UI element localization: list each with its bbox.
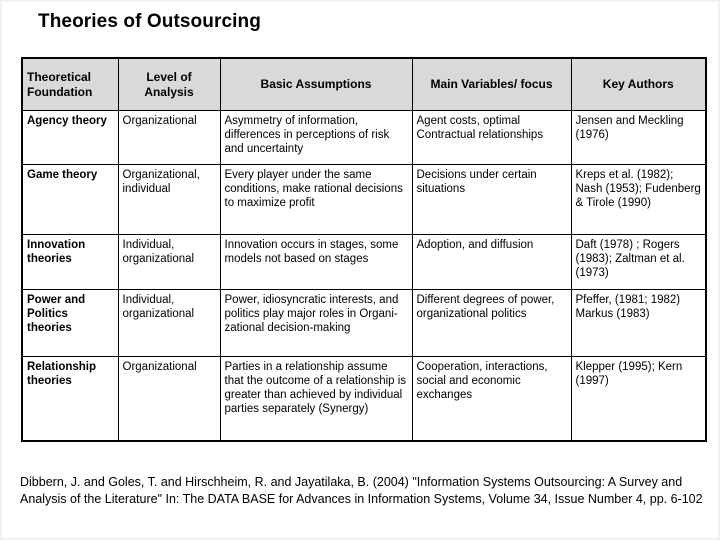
table-cell: Individual, organizational [118,234,220,289]
row-header-cell: Power and Politics theories [22,289,118,356]
table-cell: Innovation occurs in stages, some models not based on stages [220,234,412,289]
table-cell: Asymmetry of information, differences in perceptions of risk and uncertainty [220,110,412,164]
table-row [22,110,706,164]
row-header-cell: Innovation theories [22,234,118,289]
column-header-basic-assumptions: Basic Assumptions [220,58,412,110]
table-cell: Organizational [118,110,220,164]
table-cell: Cooperation, interactions, social and economic exchanges [412,356,571,441]
table-row [22,356,706,441]
citation-text: Dibbern, J. and Goles, T. and Hirschheim, R. and Jayatilaka, B. (2004) "Information Systems Outsourcing: A Survey and Analysis of the Literature" In: The DATA BASE for Advances in Information Systems, Volume 34, Issue Number 4, pp. 6-102 [20,475,703,506]
table-header-row [22,58,706,110]
row-header-cell: Relationship theories [22,356,118,441]
table-cell: Parties in a relationship assume that the outcome of a relationship is greater than achieved by individual parties separately (Synergy) [220,356,412,441]
table-cell: Power, idiosyncratic interests, and politics play major roles in Organi-zational decision-making [220,289,412,356]
table-cell: Pfeffer, (1981; 1982) Markus (1983) [571,289,706,356]
page-title: Theories of Outsourcing [38,11,261,32]
table-cell: Different degrees of power, organizational politics [412,289,571,356]
table-row [22,289,706,356]
table-cell: Kreps et al. (1982); Nash (1953); Fudenberg & Tirole (1990) [571,164,706,234]
column-header-theoretical-foundation: Theoretical Foundation [22,58,118,110]
table-cell: Every player under the same conditions, make rational decisions to maximize profit [220,164,412,234]
table-cell: Agent costs, optimal Contractual relationships [412,110,571,164]
row-header-cell: Agency theory [22,110,118,164]
column-header-level-of-analysis: Level of Analysis [118,58,220,110]
theories-table [21,57,707,442]
table-cell: Klepper (1995); Kern (1997) [571,356,706,441]
row-header-cell: Game theory [22,164,118,234]
table-cell: Organizational [118,356,220,441]
table-cell: Individual, organizational [118,289,220,356]
table-cell: Decisions under certain situations [412,164,571,234]
column-header-main-variables: Main Variables/ focus [412,58,571,110]
table-body [22,110,706,441]
table-cell: Jensen and Meckling (1976) [571,110,706,164]
column-header-key-authors: Key Authors [571,58,706,110]
table-cell: Organizational, individual [118,164,220,234]
table-row [22,164,706,234]
table-cell: Daft (1978) ; Rogers (1983); Zaltman et al. (1973) [571,234,706,289]
table-cell: Adoption, and diffusion [412,234,571,289]
table-row [22,234,706,289]
